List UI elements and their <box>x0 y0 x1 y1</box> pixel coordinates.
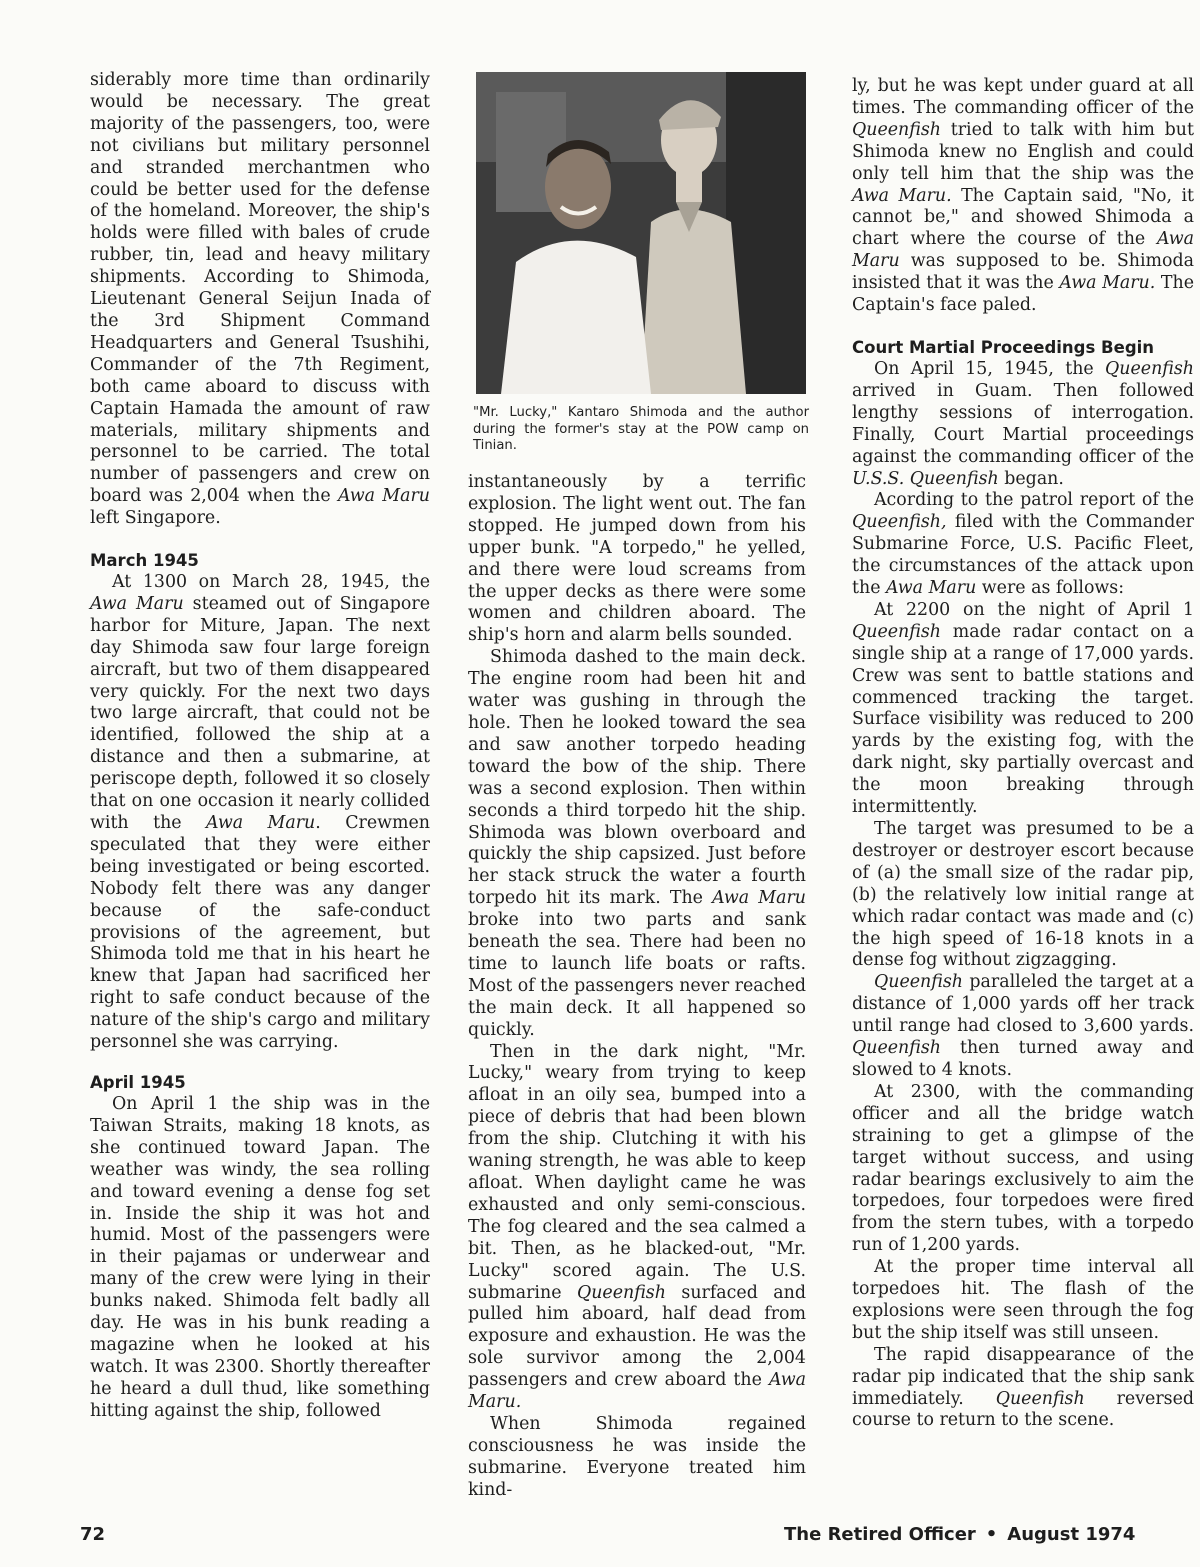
paragraph-guam: On April 15, 1945, the Queenfish arrived in Guam. Then followed lengthy sessions of interrogation. Finally, Court Martial proceedings against the commanding officer of the U.S.S. Queenfish began. <box>852 358 1194 489</box>
paragraph-patrol-report: Acording to the patrol report of the Queenfish, filed with the Commander Submarine Force, U.S. Pacific Fleet, the circumstances of the attack upon the Awa Maru were as follows: <box>852 490 1194 599</box>
article-column-3 <box>852 76 1194 1432</box>
paragraph-pip-disappearance: The rapid disappearance of the radar pip indicated that the ship sank immediately. Queenfish reversed course to return to the scene. <box>852 1344 1194 1431</box>
photo-illustration <box>476 72 806 394</box>
article-column-2 <box>468 472 806 1502</box>
paragraph-regained: When Shimoda regained consciousness he was inside the submarine. Everyone treated him kind- <box>468 1413 806 1500</box>
paragraph-rescue: Then in the dark night, "Mr. Lucky," weary from trying to keep afloat in an oily sea, bumped into a piece of debris that had been blown from the ship. Clutching it with his waning strength, he was able to keep afloat. When daylight came he was exhausted and only semi-conscious. The fog cleared and the sea calmed a bit. Then, as he blacked-out, "Mr. Lucky" scored again. The U.S. submarine Queenfish surfaced and pulled him aboard, half dead from exposure and exhaustion. He was the sole survivor among the 2,004 passengers and crew aboard the Awa Maru. <box>468 1041 806 1413</box>
issue-date: August 1974 <box>1007 1524 1136 1545</box>
paragraph-torpedoes-hit: At the proper time interval all torpedoes hit. The flash of the explosions were seen through the fog but the ship itself was still unseen. <box>852 1257 1194 1343</box>
paragraph-paralleled: Queenfish paralleled the target at a distance of 1,000 yards off her track until range had closed to 3,600 yards. Queenfish then turned away and slowed to 4 knots. <box>852 972 1194 1080</box>
paragraph-guard: ly, but he was kept under guard at all times. The commanding officer of the Queenfish tried to talk with him but Shimoda knew no English and could only tell him that the ship was the Awa Maru. The Captain said, "No, it cannot be," and showed Shimoda a chart where the course of the Awa Maru was supposed to be. Shimoda insisted that it was the Awa Maru. The Captain's face paled. <box>852 76 1195 316</box>
section-heading-court-martial: Court Martial Proceedings Begin <box>852 337 1155 357</box>
section-heading-april-1945: April 1945 <box>90 1072 186 1092</box>
paragraph-target-presumed: The target was presumed to be a destroyer or destroyer escort because of (a) the small size of the radar pip, (b) the relatively low initial range at which radar contact was made and (c) the high speed of 16-18 knots in a dense fog without zigzagging. <box>852 819 1194 971</box>
paragraph-radar-contact: At 2200 on the night of April 1 Queenfish made radar contact on a single ship at a range of 17,000 yards. Crew was sent to battle stations and commenced tracking the target. Surface visibility was reduced to 200 yards by the existing fog, with the dark night, sky partially overcast and the moon breaking through intermittently. <box>852 599 1194 818</box>
publication-name: The Retired Officer <box>784 1524 976 1545</box>
photo-caption: "Mr. Lucky," Kantaro Shimoda and the author during the former's stay at the POW camp on Tinian. <box>473 405 809 453</box>
page-number: 72 <box>80 1524 106 1545</box>
publication-footer <box>784 1524 1135 1545</box>
footer-separator: • <box>985 1524 998 1545</box>
paragraph-explosion: instantaneously by a terrific explosion. The light went out. The fan stopped. He jumped down from his upper bunk. "A torpedo," he yelled, and there were loud screams from the upper decks as there were some women and children aboard. The ship's horn and alarm bells sounded. <box>468 472 806 646</box>
paragraph-march: At 1300 on March 28, 1945, the Awa Maru steamed out of Singapore harbor for Miture, Japan. The next day Shimoda saw four large foreign aircraft, but two of them disappeared very quickly. For the next two days two large aircraft, that could not be identified, followed the ship at a distance and then a submarine, at periscope depth, followed it so closely that on one occasion it nearly collided with the Awa Maru. Crewmen speculated that they were either being investigated or being escorted. Nobody felt there was any danger because of the safe-conduct provisions of the agreement, but Shimoda told me that in his heart he knew that Japan had sacrificed her right to safe conduct because of the nature of the ship's cargo and military personnel she was carrying. <box>90 572 430 1053</box>
section-heading-march-1945: March 1945 <box>90 551 199 571</box>
paragraph-main-deck: Shimoda dashed to the main deck. The engine room had been hit and water was gushing in through the hole. Then he looked toward the sea and saw another torpedo heading toward the bow of the ship. There was a second explosion. Then within seconds a third torpedo hit the ship. Shimoda was blown overboard and quickly the ship capsized. Just before her stack struck the water a fourth torpedo hit its mark. The Awa Maru broke into two parts and sank beneath the sea. There had been no time to launch life boats or rafts. Most of the passengers never reached the main deck. It all happened so quickly. <box>468 647 806 1040</box>
paragraph-torpedoes-fired: At 2300, with the commanding officer and all the bridge watch straining to get a glimpse of the target without success, and using radar bearings exclusively to aim the torpedoes, four torpedoes were fired from the stern tubes, with a torpedo run of 1,200 yards. <box>852 1081 1194 1256</box>
article-column-1 <box>90 70 430 1423</box>
article-photo <box>476 72 806 394</box>
paragraph-april: On April 1 the ship was in the Taiwan Straits, making 18 knots, as she continued toward Japan. The weather was windy, the sea rolling and toward evening a dense fog set in. Inside the ship it was hot and humid. Most of the passengers were in their pajamas or underwear and many of the crew were lying in their bunks naked. Shimoda felt badly all day. He was in his bunk reading a magazine when he looked at his watch. It was 2300. Shortly thereafter he heard a dull thud, like something hitting against the ship, followed <box>90 1093 430 1421</box>
paragraph-intro: siderably more time than ordinarily would be necessary. The great majority of the passengers, too, were not civilians but military personnel and stranded merchantmen who could be better used for the defense of the homeland. Moreover, the ship's holds were filled with bales of crude rubber, tin, lead and heavy military shipments. According to Shimoda, Lieutenant General Seijun Inada of the 3rd Shipment Command Headquarters and General Tsushihi, Commander of the 7th Regiment, both came aboard to discuss with Captain Hamada the amount of raw materials, military shipments and personnel to be carried. The total number of passengers and crew on board was 2,004 when the Awa Maru left Singapore. <box>90 70 430 529</box>
